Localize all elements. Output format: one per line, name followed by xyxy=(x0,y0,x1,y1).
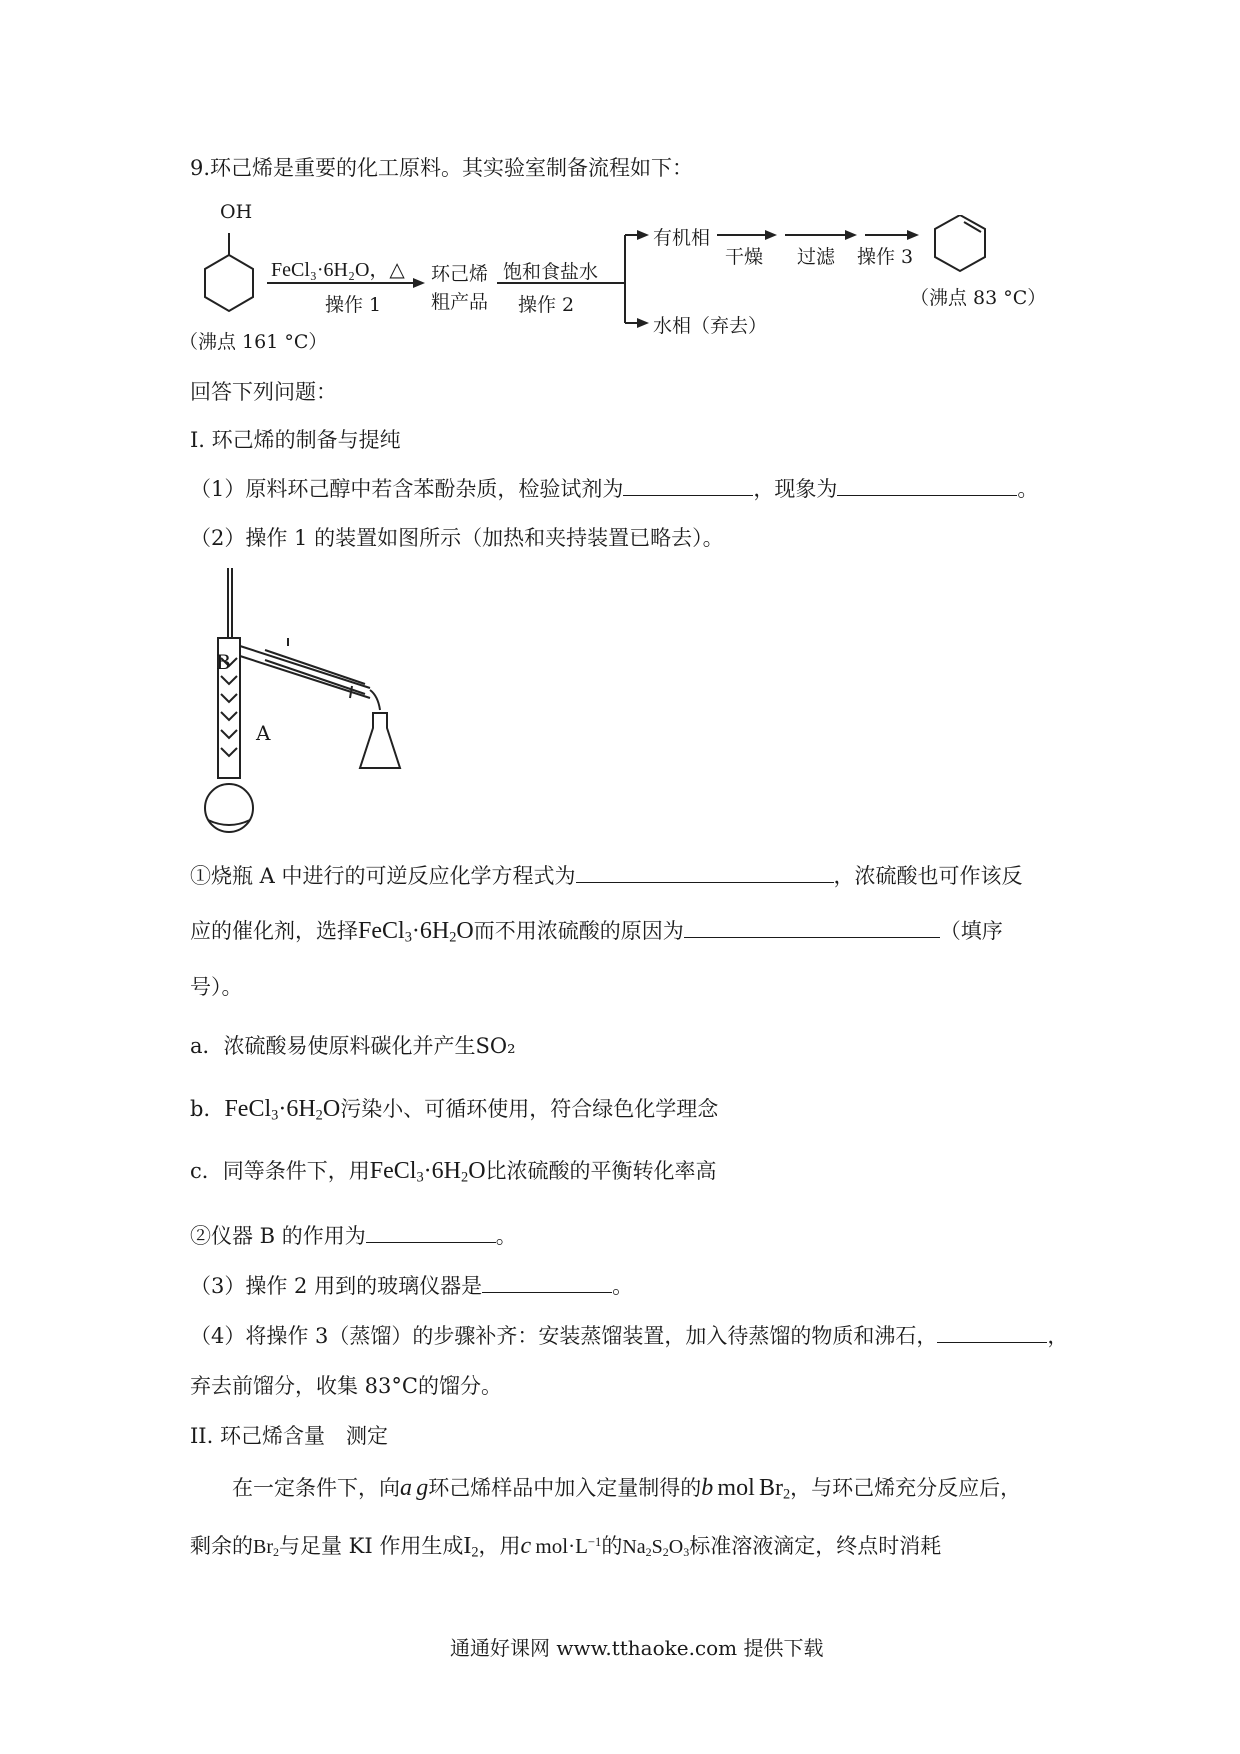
p2-line1-c: ，与环己烯充分反应后， xyxy=(790,1476,1022,1500)
option-b xyxy=(190,1093,718,1125)
g-unit: g xyxy=(416,1475,429,1501)
q3-blank[interactable] xyxy=(482,1272,612,1293)
p2-line1-a: 在一定条件下，向 xyxy=(232,1476,400,1500)
label-a: A xyxy=(256,721,271,745)
q2-1-line2-suffix: （填序 xyxy=(939,919,1003,943)
question-4-line2: 弃去前馏分，收集 83°C的馏分。 xyxy=(190,1374,502,1398)
q2-2-prefix: ②仪器 B 的作用为 xyxy=(190,1224,366,1248)
apparatus-drawing xyxy=(190,568,450,838)
br2-formula-2: $Br_2$ xyxy=(253,1536,279,1559)
part1-title: I. 环己烯的制备与提纯 xyxy=(190,428,401,452)
filter-label: 过滤 xyxy=(797,246,836,268)
q2-1-blank-reason[interactable] xyxy=(684,917,940,938)
p2-line2-c: ，用 xyxy=(478,1534,521,1558)
option-c-formula: $FeCl_3\cdot 6H_2O$ xyxy=(369,1158,486,1186)
part2-title: II. 环己烯含量 测定 xyxy=(190,1424,388,1448)
condenser xyxy=(240,646,370,688)
q4-end: ， xyxy=(1047,1324,1069,1348)
option-c-suffix: 比浓硫酸的平衡转化率高 xyxy=(485,1159,717,1183)
reagent-label: FeCl₃·6H₂O，△ xyxy=(271,259,405,281)
arrow-filter xyxy=(785,230,857,240)
q1-prefix: （1）原料环己醇中若含苯酚杂质，检验试剂为 xyxy=(190,477,624,501)
p2-line2-d: 的 xyxy=(601,1534,623,1558)
option-b-suffix: 污染小、可循环使用，符合绿色化学理念 xyxy=(340,1097,719,1121)
option-a: a．浓硫酸易使原料碳化并产生SO₂ xyxy=(190,1034,516,1058)
q2-1-suffix: ，浓硫酸也可作该反 xyxy=(833,864,1023,888)
q2-1-blank-equation[interactable] xyxy=(576,862,834,883)
branch-lines xyxy=(625,230,649,328)
part2-line1 xyxy=(232,1472,1021,1504)
aqueous-phase-label: 水相（弃去） xyxy=(653,315,768,337)
q2-1-line3: 号）。 xyxy=(190,975,243,999)
p2-line2-e: 标准溶液滴定，终点时消耗 xyxy=(689,1534,942,1558)
p2-line1-b: 环己烯样品中加入定量制得的 xyxy=(428,1476,702,1500)
label-b: B xyxy=(216,650,231,674)
a-variable: a xyxy=(400,1475,412,1501)
q3-prefix: （3）操作 2 用到的玻璃仪器是 xyxy=(190,1274,483,1298)
question-2: （2）操作 1 的装置如图所示（加热和夹持装置已略去）。 xyxy=(190,526,724,550)
q2-1-line2-mid: 而不用浓硫酸的原因为 xyxy=(473,919,684,943)
na2s2o3-formula: $Na_2S_2O_3$ xyxy=(622,1536,690,1559)
question-1 xyxy=(190,473,1038,503)
answer-intro: 回答下列问题： xyxy=(190,380,337,404)
question-3 xyxy=(190,1270,633,1300)
concentration-unit: $mol\cdot L^{-1}$ xyxy=(535,1534,602,1558)
q2-2-blank[interactable] xyxy=(366,1222,496,1243)
brine-label: 饱和食盐水 xyxy=(503,261,599,283)
oh-label: OH xyxy=(220,201,253,223)
part2-line2 xyxy=(190,1530,941,1562)
question-4-line1 xyxy=(190,1320,1068,1350)
q2-1-line2-prefix: 应的催化剂，选择 xyxy=(190,919,358,943)
arrow-dry xyxy=(717,230,777,240)
b-variable: b xyxy=(701,1475,714,1501)
crude-line2: 粗产品 xyxy=(431,291,489,313)
q1-blank-phenomenon[interactable] xyxy=(837,475,1017,496)
op2-label: 操作 2 xyxy=(518,294,575,316)
p2-line2-b: 与足量 KI 作用生成 xyxy=(279,1534,464,1558)
br2-formula: $Br_2$ xyxy=(758,1475,791,1503)
c-variable: c xyxy=(520,1533,532,1559)
q2-2 xyxy=(190,1220,517,1250)
op1-label: 操作 1 xyxy=(325,294,382,316)
q1-blank-reagent[interactable] xyxy=(623,475,753,496)
q1-mid: ，现象为 xyxy=(753,477,838,501)
fecl3-formula: $FeCl_3\cdot 6H_2O$ xyxy=(358,918,474,946)
bp-start-label: （沸点 161 °C） xyxy=(179,331,328,353)
q2-1-line2 xyxy=(190,915,1003,947)
option-b-formula: $FeCl_3\cdot 6H_2O$ xyxy=(224,1096,341,1124)
footer-credit: 通通好课网 www.tthaoke.com 提供下载 xyxy=(450,1636,824,1660)
receiving-flask xyxy=(360,713,400,768)
option-c xyxy=(190,1155,717,1187)
q1-end: 。 xyxy=(1017,477,1039,501)
q2-1-prefix: ①烧瓶 A 中进行的可逆反应化学方程式为 xyxy=(190,864,576,888)
cyclohexanol-structure xyxy=(205,233,253,311)
i2-formula: $I_2$ xyxy=(463,1533,479,1561)
op3-label: 操作 3 xyxy=(857,246,914,268)
dry-label: 干燥 xyxy=(725,246,764,268)
option-b-prefix: b． xyxy=(190,1097,225,1121)
mol-unit: mol xyxy=(717,1475,755,1501)
q4-blank[interactable] xyxy=(937,1322,1047,1343)
arrow-op3 xyxy=(865,230,919,240)
q4-prefix: （4）将操作 3（蒸馏）的步骤补齐：安装蒸馏装置，加入待蒸馏的物质和沸石， xyxy=(190,1324,938,1348)
question-title: 9.环己烯是重要的化工原料。其实验室制备流程如下： xyxy=(190,156,694,180)
cyclohexene-structure xyxy=(935,215,985,271)
reaction-scheme xyxy=(179,201,1085,355)
distillation-apparatus xyxy=(190,568,450,838)
q3-end: 。 xyxy=(612,1274,634,1298)
bp-product-label: （沸点 83 °C） xyxy=(910,287,1047,309)
q2-1-line1 xyxy=(190,860,1023,890)
organic-phase-label: 有机相 xyxy=(653,227,711,249)
p2-line2-a: 剩余的 xyxy=(190,1534,253,1558)
crude-line1: 环己烯 xyxy=(431,263,489,285)
q2-2-end: 。 xyxy=(495,1224,517,1248)
option-c-prefix: c．同等条件下，用 xyxy=(190,1159,370,1183)
